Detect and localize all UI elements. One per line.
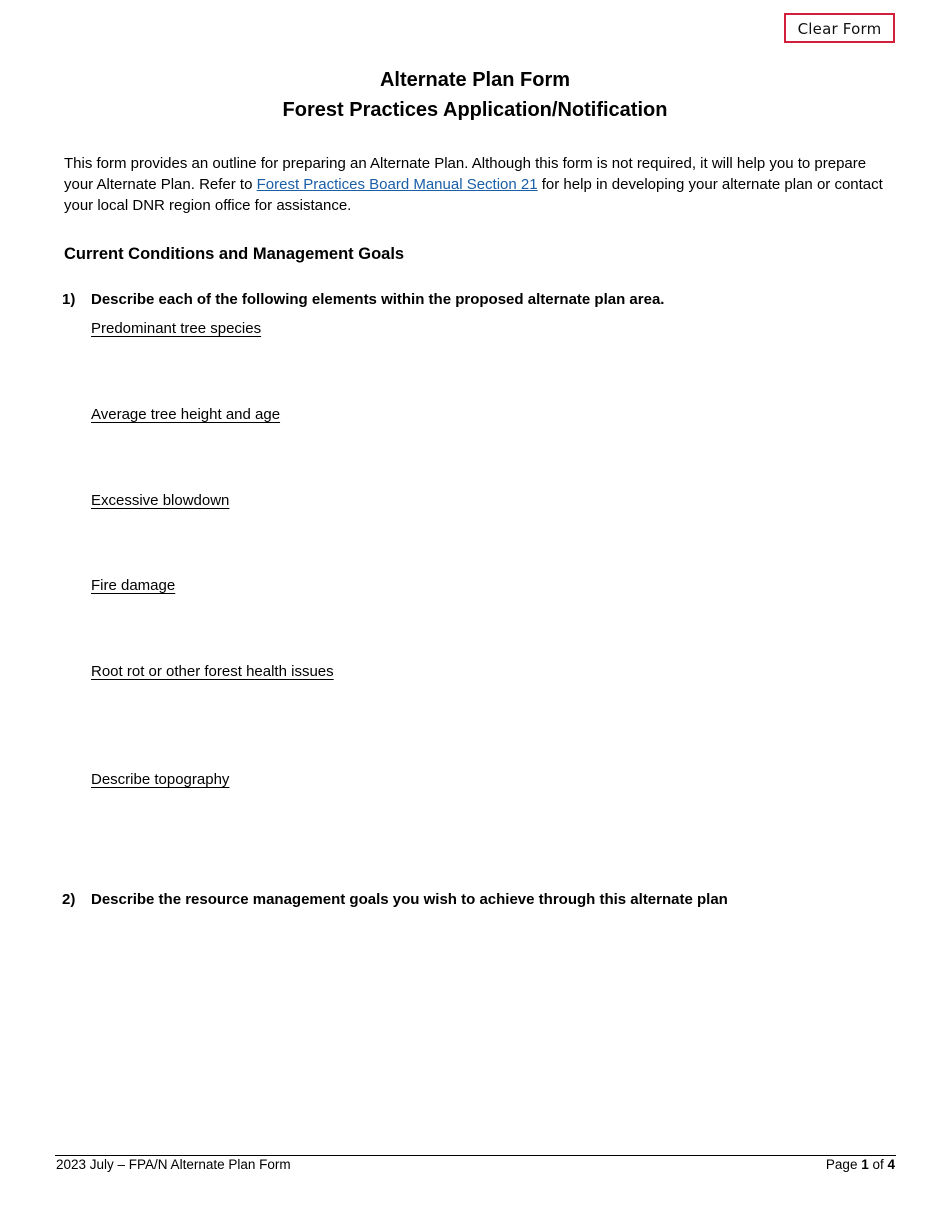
footer-divider xyxy=(55,1155,896,1156)
question-2-text: Describe the resource management goals you wish to achieve through this alternate plan xyxy=(91,891,728,908)
clear-form-button[interactable]: Clear Form xyxy=(784,13,895,43)
question-1-number: 1) xyxy=(62,291,76,308)
form-title: Alternate Plan Form xyxy=(379,69,571,91)
question-1-text: Describe each of the following elements within the proposed alternate plan area. xyxy=(91,291,665,308)
field-predominant-tree-species[interactable]: Predominant tree species xyxy=(91,320,262,337)
intro-text-start: This form provides an outline for preparing an Alternate Plan. Although this form is not required, it will help you to prepare your Alternate Plan. Refer to xyxy=(64,155,867,193)
page-current: 1 xyxy=(861,1157,869,1172)
question-2-number: 2) xyxy=(62,891,76,908)
field-describe-topography[interactable]: Describe topography xyxy=(91,771,230,788)
field-fire-damage[interactable]: Fire damage xyxy=(91,577,176,594)
board-manual-link[interactable]: Forest Practices Board Manual Section 21 xyxy=(256,176,538,193)
intro-text-end: for help in developing your alternate plan or contact your local DNR region office for assistance. xyxy=(64,176,883,214)
section-heading: Current Conditions and Management Goals xyxy=(64,245,405,263)
form-subtitle: Forest Practices Application/Notification xyxy=(282,99,668,121)
field-excessive-blowdown[interactable]: Excessive blowdown xyxy=(91,492,230,509)
page-prefix: Page xyxy=(825,1157,862,1172)
field-root-rot[interactable]: Root rot or other forest health issues xyxy=(91,663,334,680)
footer-page-number xyxy=(826,1157,895,1172)
footer-form-id: 2023 July – FPA/N Alternate Plan Form xyxy=(56,1157,291,1172)
intro-paragraph xyxy=(64,153,884,216)
page-total: 4 xyxy=(887,1157,895,1172)
field-average-tree-height-age[interactable]: Average tree height and age xyxy=(91,406,281,423)
page-of: of xyxy=(868,1157,888,1172)
